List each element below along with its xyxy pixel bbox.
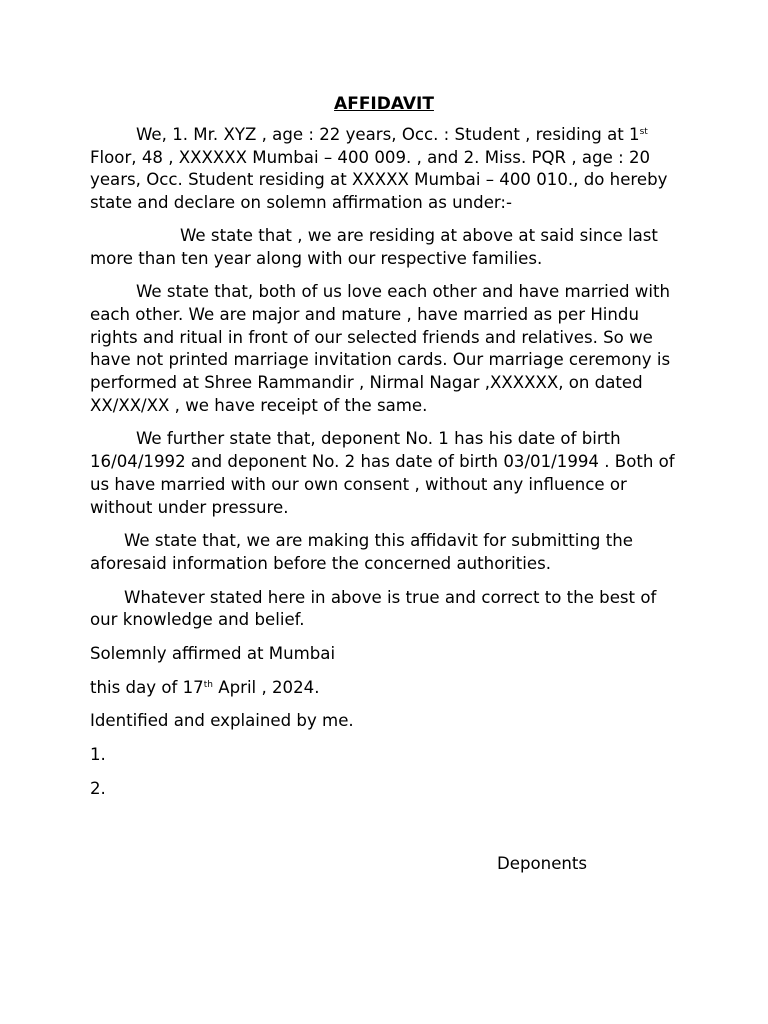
date-text-a: this day of 17 [90, 677, 204, 697]
paragraph-declaration [90, 124, 680, 215]
affirmed-date [90, 677, 680, 700]
list-item-2: 2. [90, 778, 106, 798]
paragraph-residence: We state that , we are residing at above at said since last more than ten year along with our respective families. [90, 225, 658, 268]
list-item-1: 1. [90, 745, 106, 765]
document-title: AFFIDAVIT [334, 94, 434, 114]
identified-line: Identified and explained by me. [90, 711, 354, 731]
paragraph-birth-dates: We further state that, deponent No. 1 has his date of birth 16/04/1992 and deponent No. 2 has date of birth 03/01/1994 . Both of us have married with our own consent , without any influence or without under pressure. [90, 429, 675, 517]
deponents-signature-label: Deponents [497, 854, 588, 873]
paragraph-marriage: We state that, both of us love each other and have married with each other. We are major and mature , have married as per Hindu rights and ritual in front of our selected friends and relatives. So we have not printed marriage invitation cards. Our marriage ceremony is performed at Shree Rammandir , Nirmal Nagar ,XXXXXX, on dated XX/XX/XX , we have receipt of the same. [90, 282, 671, 415]
affirmed-place: Solemnly affirmed at Mumbai [90, 644, 336, 664]
paragraph-purpose: We state that, we are making this affidavit for submitting the aforesaid information before the concerned authorities. [90, 531, 633, 573]
declaration-text-b: Floor, 48 , XXXXXX Mumbai – 400 009. , and 2. Miss. PQR , age : 20 years, Occ. Student residing at XXXXX Mumbai – 400 010., do hereby state and declare on solemn affirmation as under:- [90, 147, 668, 213]
document-body [90, 124, 680, 801]
paragraph-truth: Whatever stated here in above is true and correct to the best of our knowledge and belief. [90, 587, 657, 630]
declaration-text-a: We, 1. Mr. XYZ , age : 22 years, Occ. : Student , residing at 1 [136, 125, 640, 144]
date-ordinal-suffix: th [203, 679, 213, 690]
floor-ordinal-suffix: st [639, 127, 648, 137]
date-text-b: April , 2024. [212, 677, 320, 697]
